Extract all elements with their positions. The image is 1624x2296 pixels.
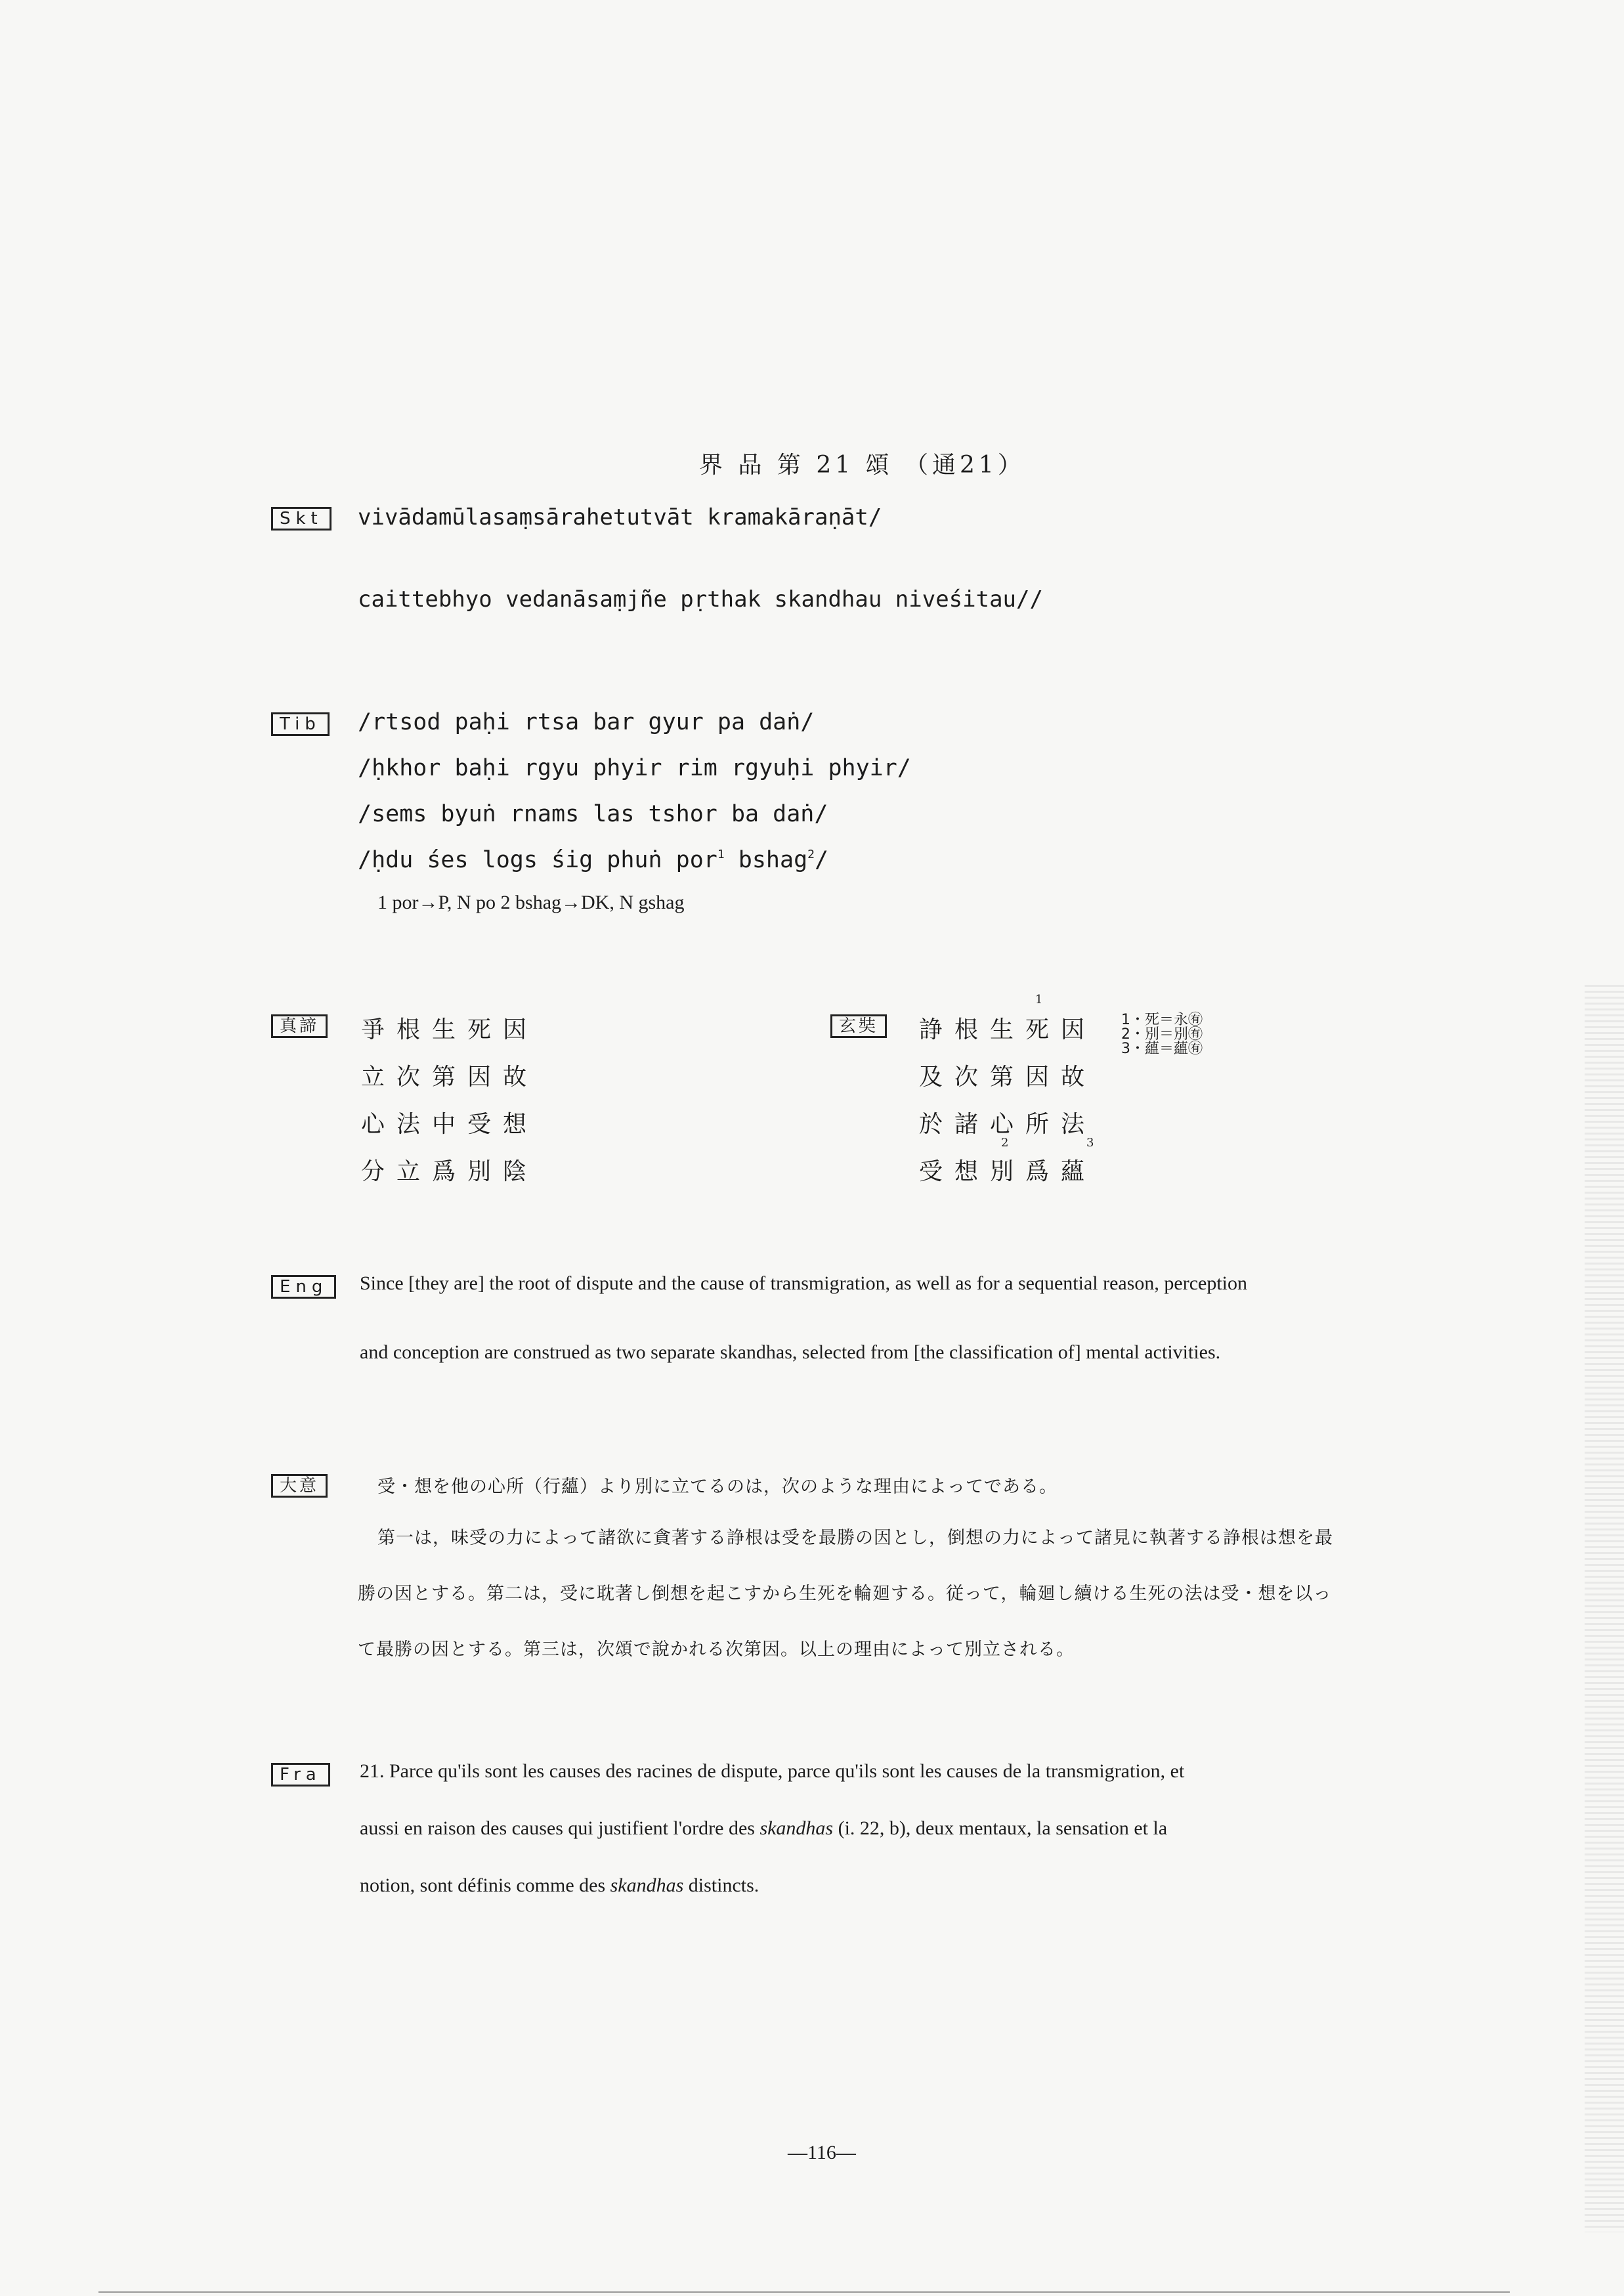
- zhendi-label: 真諦: [271, 1014, 328, 1038]
- fra-line-2-skandhas: skandhas: [759, 1817, 834, 1839]
- tib-line-3: /sems byuṅ rnams las tshor ba daṅ/: [358, 801, 828, 827]
- footnote-2-marker: 2: [807, 848, 815, 861]
- taii-line-1: 受・想を他の心所（行蘊）より別に立てるのは，次のような理由によってである。: [377, 1477, 1058, 1497]
- xuanzang-note-2: 2・別＝別㊒: [1121, 1026, 1203, 1043]
- xuanzang-marker-1: 1: [1035, 993, 1043, 1007]
- tib-line-4-a: /ḥdu śes logs śig phuṅ por: [358, 847, 717, 873]
- xuanzang-notes: [1121, 1013, 1203, 1056]
- page-number: —116—: [788, 2142, 856, 2163]
- fra-line-2-b: (i. 22, b), deux mentaux, la sensation et la: [833, 1817, 1168, 1839]
- xuanzang-line-1: 諍根生死因: [919, 1016, 1097, 1043]
- zhendi-line-3: 心法中受想: [361, 1111, 539, 1138]
- fra-line-2-a: aussi en raison des causes qui justifient l'ordre des: [360, 1817, 760, 1839]
- bottom-rule: [98, 2291, 1510, 2293]
- xuanzang-label: 玄奘: [830, 1014, 887, 1038]
- taii-line-3: 勝の因とする。第二は，受に耽著し倒想を起こすから生死を輪廻する。従って，輪廻し續ける生死の法は受・想を以っ: [358, 1584, 1332, 1604]
- xuanzang-line-3: 於諸心所法: [919, 1111, 1097, 1138]
- tib-line-2: /ḥkhor baḥi rgyu phyir rim rgyuḥi phyir/: [358, 755, 911, 781]
- skt-line-1: vivādamūlasaṃsārahetutvāt kramakāraṇāt/: [358, 504, 882, 531]
- tib-line-4-c: /: [815, 847, 829, 873]
- xuanzang-note-1: 1・死＝永㊒: [1121, 1012, 1203, 1028]
- scan-edge-noise: [1585, 985, 1624, 2232]
- tib-label: Tib: [271, 712, 330, 736]
- fra-line-2: [360, 1817, 1167, 1840]
- taii-line-4: て最勝の因とする。第三は，次頌で說かれる次第因。以上の理由によって別立される。: [358, 1639, 1075, 1660]
- skt-line-2: caittebhyo vedanāsaṃjñe pṛthak skandhau niveśitau//: [358, 586, 1043, 613]
- fra-line-3-b: distincts.: [683, 1874, 759, 1896]
- zhendi-line-2: 立次第因故: [361, 1064, 539, 1091]
- fra-line-1: 21. Parce qu'ils sont les causes des racines de dispute, parce qu'ils sont les causes de la transmigration, et: [360, 1760, 1185, 1782]
- tib-notes: 1 por→P, N po 2 bshag→DK, N gshag: [377, 892, 685, 913]
- xuanzang-line-4: 受想別爲蘊: [919, 1158, 1097, 1185]
- xuanzang-marker-3: 3: [1086, 1136, 1094, 1150]
- eng-line-1: Since [they are] the root of dispute and the cause of transmigration, as well as for a sequential reason, perception: [360, 1272, 1248, 1294]
- skt-label: Skt: [271, 507, 331, 531]
- eng-label: Eng: [271, 1275, 336, 1299]
- zhendi-line-1: 爭根生死因: [361, 1016, 539, 1043]
- eng-line-2: and conception are construed as two separate skandhas, selected from [the classification of] mental activities.: [360, 1341, 1221, 1363]
- fra-label: Fra: [271, 1763, 330, 1787]
- xuanzang-line-2: 及次第因故: [919, 1064, 1097, 1091]
- fra-line-3-a: notion, sont définis comme des: [360, 1874, 610, 1896]
- page-title: 界 品 第 21 頌 （通21）: [699, 452, 1025, 479]
- fra-line-3: [360, 1874, 759, 1897]
- xuanzang-marker-2: 2: [1001, 1136, 1009, 1150]
- taii-line-2: 第一は，味受の力によって諸欲に貪著する諍根は受を最勝の因とし，倒想の力によって諸見に執著する諍根は想を最: [377, 1528, 1333, 1548]
- zhendi-line-4: 分立爲別陰: [361, 1158, 539, 1185]
- footnote-1-marker: 1: [717, 848, 725, 861]
- xuanzang-note-3: 3・蘊＝蘊㊒: [1121, 1041, 1203, 1057]
- tib-line-1: /rtsod paḥi rtsa bar gyur pa daṅ/: [358, 709, 815, 735]
- tib-line-4: [358, 847, 828, 873]
- tib-line-4-b: bshag: [724, 847, 808, 873]
- taii-label: 大意: [271, 1474, 328, 1498]
- fra-line-3-skandhas: skandhas: [610, 1874, 684, 1896]
